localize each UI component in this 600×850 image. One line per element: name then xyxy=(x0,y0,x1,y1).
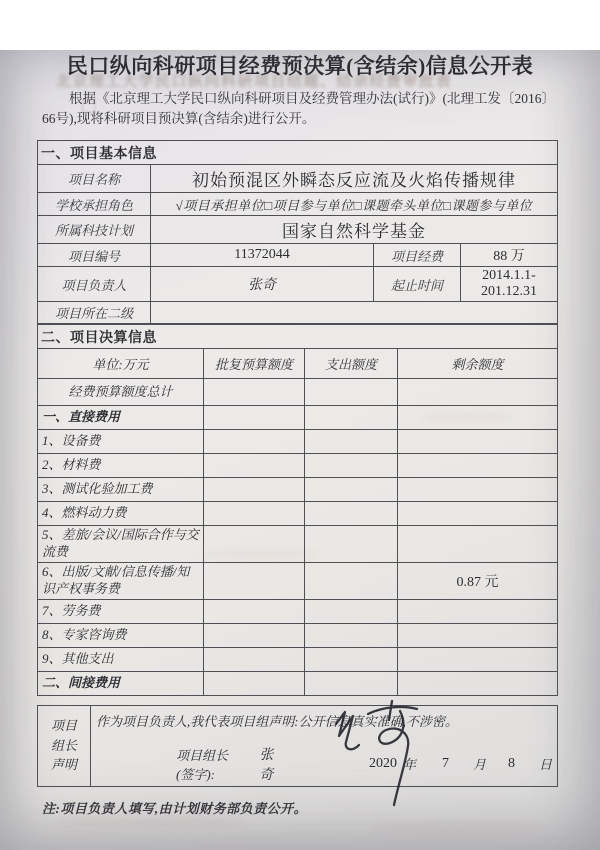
duration-label: 起止时间 xyxy=(374,267,461,302)
budget-row-publication-ip xyxy=(38,562,558,599)
budget-row-equipment xyxy=(38,430,558,454)
date-day: 8 xyxy=(507,755,515,771)
budget-cell-approved xyxy=(204,599,305,623)
budget-cell-approved xyxy=(204,562,305,599)
budget-row-label: 一、直接费用 xyxy=(38,406,204,430)
budget-cell-remaining xyxy=(398,430,558,454)
project-number-label: 项目编号 xyxy=(38,244,151,267)
sign-label: 项目组长(签字): xyxy=(176,747,229,782)
project-number-value: 11372044 xyxy=(151,244,374,267)
declaration-label-line: 项目 xyxy=(50,718,77,734)
program-value: 国家自然科学基金 xyxy=(151,216,558,244)
footer-note: 注:项目负责人填写,由计划财务部负责公开。 xyxy=(42,800,308,816)
project-name-row xyxy=(38,165,558,193)
basic-info-section-header xyxy=(38,141,558,165)
budget-row-label: 9、其他支出 xyxy=(38,647,204,671)
budget-cell-approved xyxy=(204,526,305,563)
budget-table xyxy=(37,324,558,696)
budget-cell-remaining xyxy=(398,623,558,647)
project-number-row xyxy=(38,244,558,267)
column-header-approved: 批复预算额度 xyxy=(204,349,305,379)
school-role-label: 学校承担角色 xyxy=(38,193,151,216)
budget-cell-spent xyxy=(305,454,398,478)
dept-label: 项目所在二级 xyxy=(38,302,151,324)
pi-label: 项目负责人 xyxy=(38,267,151,302)
budget-row-labor xyxy=(38,599,558,623)
budget-cell-approved xyxy=(204,430,305,454)
budget-row-label: 二、间接费用 xyxy=(38,671,204,695)
project-name-label: 项目名称 xyxy=(38,165,151,193)
budget-cell-spent xyxy=(305,562,398,599)
budget-cell-spent xyxy=(305,379,398,406)
budget-row-fuel-power xyxy=(38,502,558,526)
budget-row-testing xyxy=(38,478,558,502)
budget-cell-remaining xyxy=(398,379,558,406)
funding-value: 88 万 xyxy=(461,244,558,267)
dept-row xyxy=(38,302,558,324)
budget-column-header-row xyxy=(38,349,558,379)
budget-cell-remaining xyxy=(398,502,558,526)
date-month-unit: 月 xyxy=(472,757,486,773)
scanned-document-page xyxy=(0,50,600,850)
column-header-unit: 单位:万元 xyxy=(38,349,204,379)
intro-paragraph: 根据《北京理工大学民口纵向科研项目及经费管理办法(试行)》(北理工发〔2016〕66号),现将科研项目预决算(含结余)进行公开。 xyxy=(42,91,549,126)
declaration-label-line: 声明 xyxy=(50,757,77,773)
budget-section-header xyxy=(38,325,558,349)
budget-cell-remaining xyxy=(398,647,558,671)
pi-value: 张奇 xyxy=(151,267,374,302)
budget-cell-remaining xyxy=(398,599,558,623)
budget-cell-remaining: 0.87 元 xyxy=(398,562,558,599)
column-header-remaining: 剩余额度 xyxy=(398,349,558,379)
program-row xyxy=(38,216,558,244)
section-title: 一、项目基本信息 xyxy=(38,141,558,165)
project-name-value: 初始预混区外瞬态反应流及火焰传播规律 xyxy=(151,165,558,193)
budget-row-label: 7、劳务费 xyxy=(38,599,204,623)
budget-cell-approved xyxy=(204,647,305,671)
budget-row-label: 4、燃料动力费 xyxy=(38,502,204,526)
column-header-spent: 支出额度 xyxy=(305,349,398,379)
budget-cell-spent xyxy=(305,430,398,454)
ink-bleed-smudge xyxy=(370,823,540,832)
budget-row-expert-consulting xyxy=(38,623,558,647)
budget-cell-approved xyxy=(204,454,305,478)
budget-row-total xyxy=(38,379,558,406)
budget-cell-spent xyxy=(305,623,398,647)
declaration-label xyxy=(38,705,91,786)
budget-cell-approved xyxy=(204,671,305,695)
budget-cell-remaining xyxy=(398,478,558,502)
ink-bleed-smudge xyxy=(58,818,248,827)
budget-cell-spent xyxy=(305,671,398,695)
basic-info-table xyxy=(37,140,558,324)
declaration-body xyxy=(91,705,558,786)
budget-row-other xyxy=(38,647,558,671)
sign-name: 张奇 xyxy=(259,747,274,783)
document-title: 民口纵向科研项目经费预决算(含结余)信息公开表 xyxy=(66,54,534,78)
declaration-row xyxy=(38,705,558,786)
school-role-row xyxy=(38,193,558,216)
budget-row-label: 3、测试化验加工费 xyxy=(38,478,204,502)
signature-line xyxy=(96,744,552,784)
budget-cell-approved xyxy=(204,478,305,502)
dept-value xyxy=(151,302,558,324)
school-role-value: √项目承担单位□项目参与单位□课题牵头单位□课题参与单位 xyxy=(151,193,558,216)
budget-cell-spent xyxy=(305,478,398,502)
budget-row-label: 2、材料费 xyxy=(38,454,204,478)
duration-value: 2014.1.1-201.12.31 xyxy=(461,267,558,302)
budget-row-label: 经费预算额度总计 xyxy=(38,379,204,406)
budget-cell-spent xyxy=(305,502,398,526)
bleed-through-ghost-text: 北京理工大学民口纵向科研项目结题、结余经费审批表 xyxy=(56,74,453,90)
budget-cell-spent xyxy=(305,406,398,430)
budget-row-label: 8、专家咨询费 xyxy=(38,623,204,647)
pi-row xyxy=(38,267,558,302)
budget-cell-remaining xyxy=(398,671,558,695)
budget-row-label: 5、差旅/会议/国际合作与交流费 xyxy=(38,526,204,563)
declaration-label-line: 组长 xyxy=(50,737,77,753)
declaration-statement: 作为项目负责人,我代表项目组声明:公开信息真实准确,不涉密。 xyxy=(96,713,458,729)
date-month: 7 xyxy=(441,755,449,771)
date-year-unit: 年 xyxy=(402,757,416,773)
budget-cell-remaining xyxy=(398,526,558,563)
budget-cell-approved xyxy=(204,502,305,526)
budget-cell-remaining xyxy=(398,454,558,478)
declaration-box xyxy=(37,705,558,787)
date-day-unit: 日 xyxy=(538,757,552,773)
budget-cell-approved xyxy=(204,379,305,406)
budget-cell-remaining xyxy=(398,406,558,430)
budget-row-direct xyxy=(38,406,558,430)
funding-label: 项目经费 xyxy=(374,244,461,267)
budget-cell-spent xyxy=(305,647,398,671)
budget-row-materials xyxy=(38,454,558,478)
budget-cell-approved xyxy=(204,406,305,430)
budget-cell-spent xyxy=(305,526,398,563)
date-year: 2020 xyxy=(368,755,397,771)
budget-cell-approved xyxy=(204,623,305,647)
program-label: 所属科技计划 xyxy=(38,216,151,244)
budget-row-label: 1、设备费 xyxy=(38,430,204,454)
budget-cell-spent xyxy=(305,599,398,623)
budget-row-travel-conference xyxy=(38,526,558,563)
section-title: 二、项目决算信息 xyxy=(38,325,558,349)
budget-row-indirect xyxy=(38,671,558,695)
budget-row-label: 6、出版/文献/信息传播/知识产权事务费 xyxy=(38,562,204,599)
